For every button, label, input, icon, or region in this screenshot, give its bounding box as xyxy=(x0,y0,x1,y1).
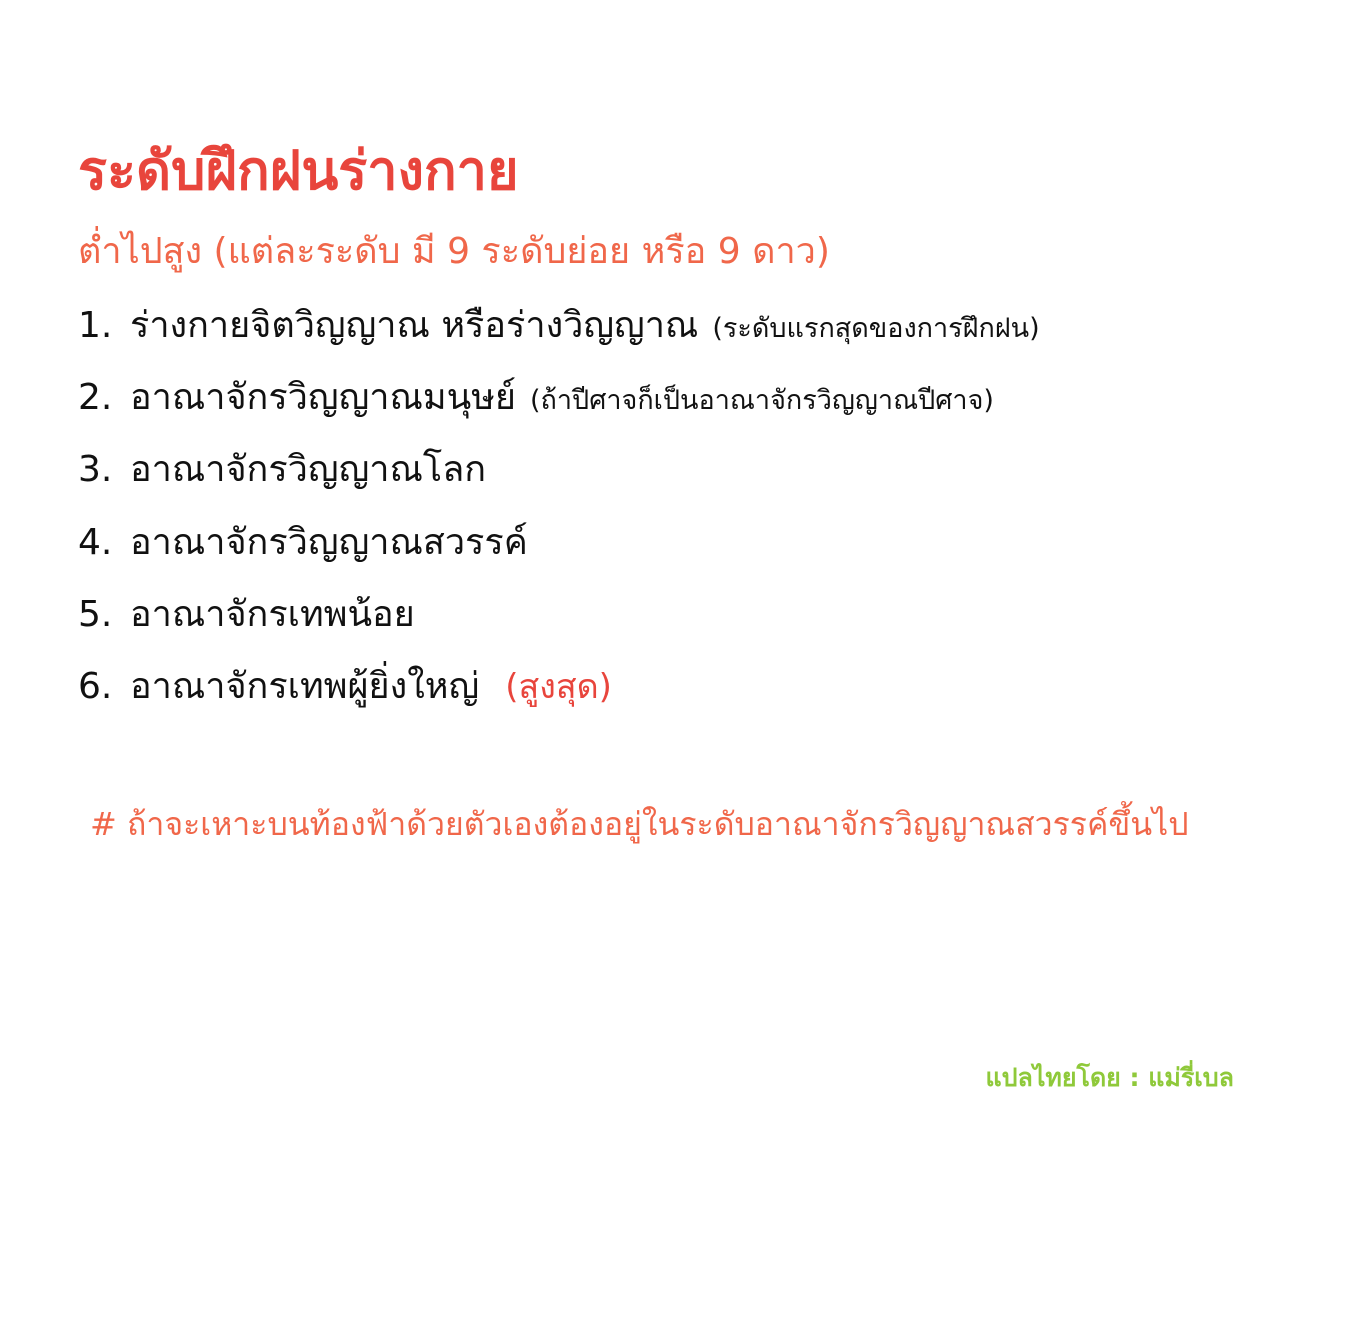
list-item xyxy=(78,520,1274,566)
list-item-label: ร่างกายจิตวิญญาณ หรือร่างวิญญาณ xyxy=(130,305,699,347)
page-subtitle: ต่ำไปสูง (แต่ละระดับ มี 9 ระดับย่อย หรือ 9 ดาว) xyxy=(78,231,830,273)
list-item-label: อาณาจักรวิญญาณมนุษย์ xyxy=(130,377,517,419)
list-item-number: 4. xyxy=(78,521,113,563)
list-item-number: 2. xyxy=(78,377,113,419)
list-item xyxy=(78,375,1274,421)
list-item-number: 5. xyxy=(78,593,113,635)
translation-credit: แปลไทยโดย : แม่รี่เบล xyxy=(985,1063,1234,1092)
list-item xyxy=(78,303,1274,349)
list-item xyxy=(78,592,1274,638)
level-list xyxy=(78,303,1274,709)
page-title: ระดับฝึกฝนร่างกาย xyxy=(78,139,519,202)
list-item-number: 6. xyxy=(78,665,113,707)
footnote: # ถ้าจะเหาะบนท้องฟ้าด้วยตัวเองต้องอยู่ในระดับอาณาจักรวิญญาณสวรรค์ขึ้นไป xyxy=(90,804,1189,843)
list-item-label: อาณาจักรวิญญาณสวรรค์ xyxy=(130,521,528,563)
list-item-label: อาณาจักรเทพผู้ยิ่งใหญ่ xyxy=(130,665,480,707)
list-item-number: 3. xyxy=(78,449,113,491)
list-item xyxy=(78,664,1274,710)
list-item xyxy=(78,447,1274,493)
list-item-note: (ถ้าปีศาจก็เป็นอาณาจักรวิญญาณปีศาจ) xyxy=(530,385,994,417)
list-item-label: อาณาจักรเทพน้อย xyxy=(130,593,415,635)
list-item-number: 1. xyxy=(78,305,113,347)
list-item-note: (สูงสุด) xyxy=(505,666,612,707)
list-item-label: อาณาจักรวิญญาณโลก xyxy=(130,449,487,491)
list-item-note: (ระดับแรกสุดของการฝึกฝน) xyxy=(712,313,1040,345)
